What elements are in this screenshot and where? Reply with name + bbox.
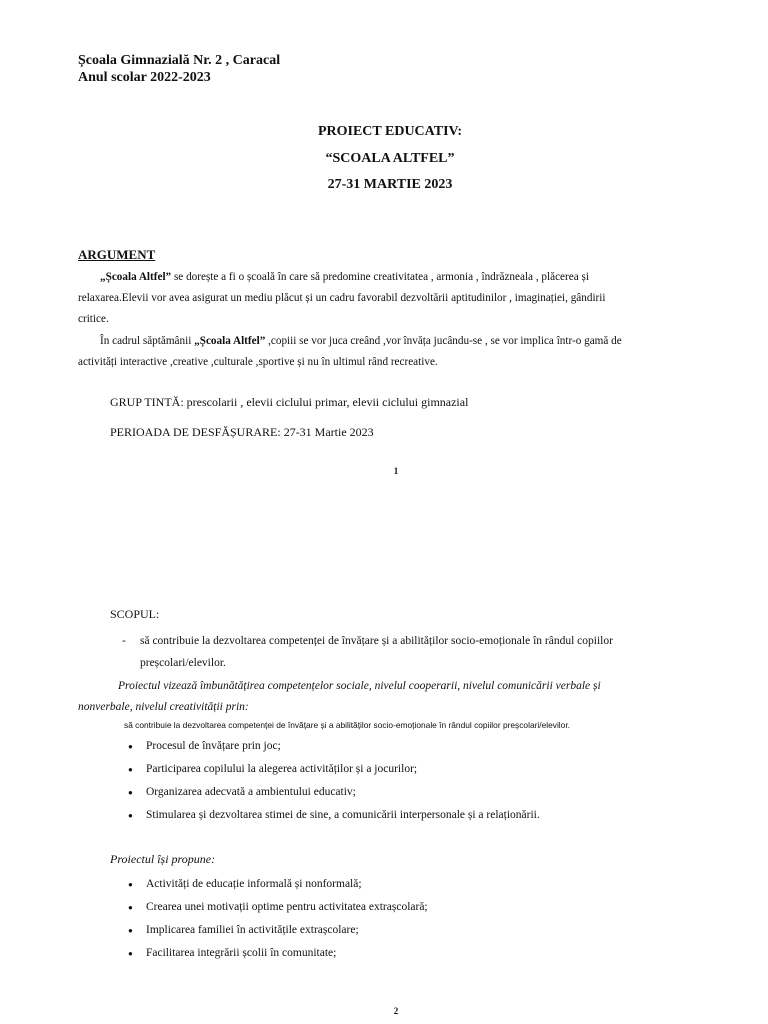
list-item: ● Facilitarea integrării școlii în comunitate;	[128, 942, 748, 965]
list-item: ● Organizarea adecvată a ambientului educativ;	[128, 781, 748, 804]
argument-highlight: „Școala Altfel”	[100, 271, 172, 283]
school-year: Anul scolar 2022-2023	[78, 70, 211, 85]
page-number: 1	[393, 466, 399, 476]
argument-heading: ARGUMENT	[78, 247, 156, 262]
list-item: ● Implicarea familiei în activitățile extrașcolare;	[128, 919, 748, 942]
argument-line: activități interactive ,creative ,culturale ,sportive și nu în ultimul rând recreative.	[78, 356, 438, 368]
school-name: Școala Gimnazială Nr. 2 , Caracal	[78, 53, 281, 68]
argument-paragraph-1	[78, 267, 728, 330]
argument-line: relaxarea.Elevii vor avea asigurat un mediu plăcut și un cadru favorabil dezvoltării aptitudinilor , imaginației, gândirii	[78, 292, 606, 304]
scope-italic-line: nonverbale, nivelul creativității prin:	[78, 701, 249, 713]
dash-marker: -	[122, 635, 126, 647]
list-item: ● Crearea unei motivații optime pentru activitatea extrașcolară;	[128, 896, 748, 919]
list-item: ● Participarea copilului la alegerea activităților și a jocurilor;	[128, 758, 748, 781]
scope-bullet-list	[128, 735, 748, 827]
scope-item	[122, 630, 613, 674]
school-header	[78, 52, 280, 86]
project-title-line3: 27-31 MARTIE 2023	[327, 177, 453, 192]
project-title-line1: PROIECT EDUCATIV:	[317, 124, 463, 139]
list-item: ● Procesul de învățare prin joc;	[128, 735, 748, 758]
argument-highlight: „Școala Altfel”	[194, 335, 266, 347]
argument-paragraph-2	[78, 331, 728, 373]
scope-italic-line: Proiectul vizează îmbunătățirea competențelor sociale, nivelul cooperarii, nivelul comunicării verbale și	[118, 680, 601, 692]
argument-line: critice.	[78, 313, 109, 325]
page-number: 2	[393, 1006, 399, 1016]
proposals-bullet-list	[128, 873, 748, 965]
project-title-line2: “SCOALA ALTFEL”	[325, 151, 455, 166]
argument-line: ,copiii se vor juca creând ,vor învăța jucându-se , se vor implica într-o gamă de	[265, 335, 622, 347]
argument-line: se dorește a fi o școală în care să predomine creativitatea , armonia , îndrăzneala , plăcerea și	[171, 271, 589, 283]
scope-line: preșcolari/elevilor.	[140, 657, 226, 669]
proposals-heading: Proiectul își propune:	[110, 852, 216, 866]
argument-line: În cadrul săptămânii	[100, 335, 195, 347]
list-item: ● Activități de educație informală și nonformală;	[128, 873, 748, 896]
scope-line: să contribuie la dezvoltarea competenței de învățare și a abilităților socio-emoționale în rândul copiilor	[140, 635, 613, 647]
scope-small-line: să contribuie la dezvoltarea competenței de învățare și a abilităților socio-emoționale în rândul copiilor preșcolari/elevilor.	[124, 720, 570, 730]
period: PERIOADA DE DESFĂȘURARE: 27-31 Martie 2023	[110, 425, 374, 439]
target-group: GRUP TINTĂ: prescolarii , elevii ciclului primar, elevii ciclului gimnazial	[110, 395, 469, 409]
scope-italic-paragraph	[78, 676, 738, 718]
list-item: ● Stimularea și dezvoltarea stimei de sine, a comunicării interpersonale și a relaționării.	[128, 804, 748, 827]
scope-heading: SCOPUL:	[110, 607, 160, 621]
